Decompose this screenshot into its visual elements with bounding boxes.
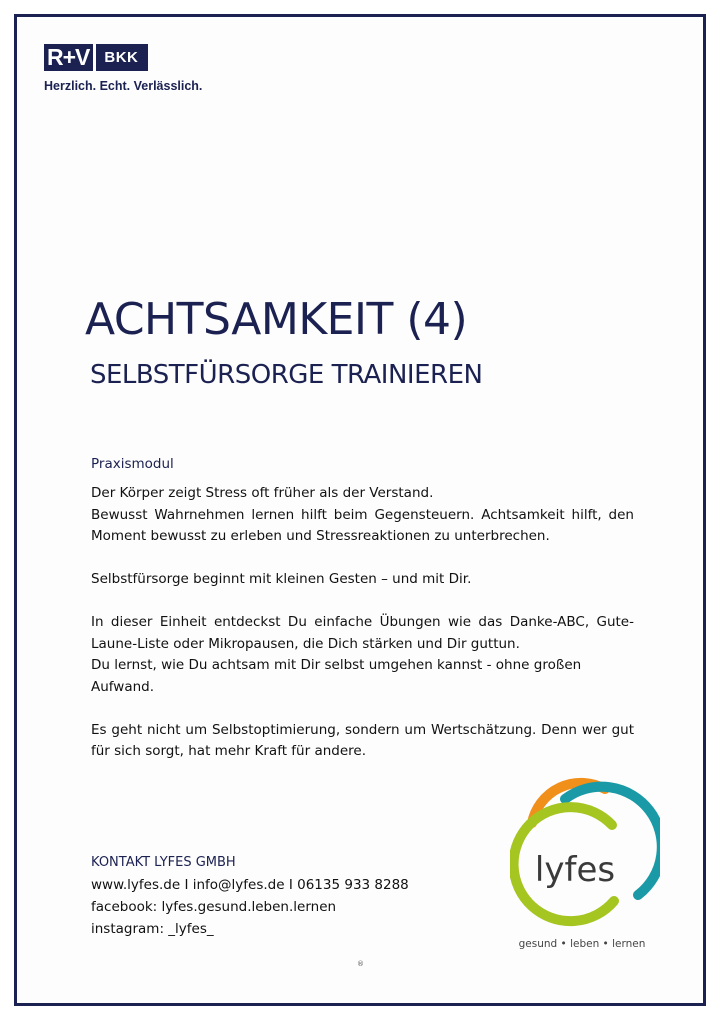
logo-rv-mark: R+V [44,44,93,71]
paragraph-text: Bewusst Wahrnehmen lernen hilft beim Gegensteuern. Achtsamkeit hilft, den Moment bewusst zu erleben und Stressreaktionen zu unterbrechen. [91,506,634,544]
contact-block [91,852,409,940]
logo-slogan: Herzlich. Echt. Verlässlich. [44,79,203,93]
lyfes-wordmark: lyfes [534,850,616,890]
contact-facebook: facebook: lyfes.gesund.leben.lernen [91,899,337,915]
page-title: ACHTSAMKEIT (4) [85,294,468,345]
contact-web-mail-phone: www.lyfes.de I info@lyfes.de I 06135 933 8288 [91,877,409,893]
registered-mark: ® [357,960,364,968]
contact-heading: KONTAKT LYFES GMBH [91,855,236,870]
body-text [91,483,634,784]
lyfes-tagline: gesund • leben • lernen [518,938,646,950]
paragraph-text: Selbstfürsorge beginnt mit kleinen Gesten – und mit Dir. [91,571,472,587]
unit-paragraph [91,612,634,698]
paragraph-line: Der Körper zeigt Stress oft früher als der Verstand. [91,485,434,501]
intro-paragraph [91,483,634,548]
contact-instagram: instagram: _lyfes_ [91,921,214,937]
lyfes-logo [510,775,660,955]
logo-bkk-mark: BKK [96,44,148,71]
module-label: Praxismodul [91,456,174,472]
rv-bkk-logo [44,44,202,93]
paragraph-line: Du lernst, wie Du achtsam mit Dir selbst umgehen kannst - ohne großen Aufwand. [91,657,582,695]
page-subtitle: SELBSTFÜRSORGE TRAINIEREN [90,360,483,390]
paragraph-text: Es geht nicht um Selbstoptimierung, sondern um Wertschätzung. Denn wer gut für sich sorgt, hat mehr Kraft für andere. [91,721,634,759]
paragraph-text: In dieser Einheit entdeckst Du einfache Übungen wie das Danke-ABC, Gute-Laune-Liste oder Mikropausen, die Dich stärken und Dir guttun. [91,614,634,652]
